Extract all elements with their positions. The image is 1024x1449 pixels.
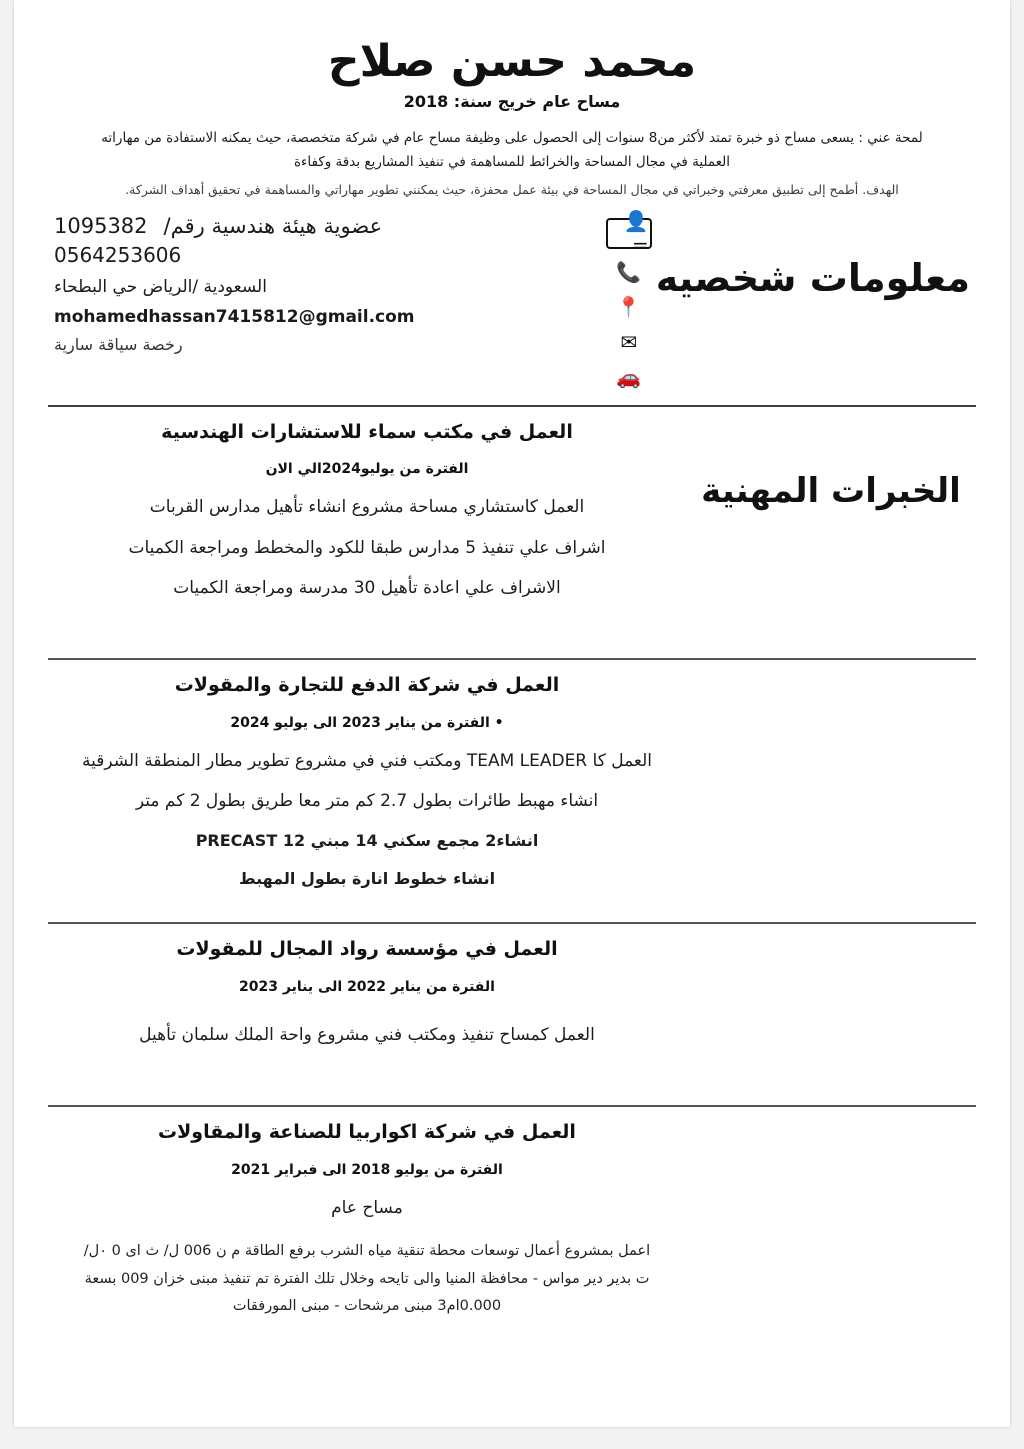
- experience-details-3: [48, 936, 686, 1085]
- resume-sheet: [14, 0, 1010, 1427]
- experience-details-1: [48, 419, 686, 638]
- job-line: العمل كاستشاري مساحة مشروع انشاء تأهيل مدارس القربات: [149, 497, 585, 518]
- personal-info-values: [48, 214, 602, 358]
- location-text: السعودية /الرياض حي البطحاء: [54, 276, 267, 297]
- job-role: مساح عام: [331, 1197, 403, 1218]
- job-title: العمل في شركة اكواربيا للصناعة والمقاولات: [158, 1121, 576, 1144]
- experience-details-4: [48, 1119, 686, 1321]
- job-title: العمل في مكتب سماء للاستشارات الهندسية: [161, 420, 573, 443]
- experience-side-spacer-2: [686, 672, 976, 902]
- personal-icon-column: [602, 209, 656, 389]
- job-line: الاشراف علي اعادة تأهيل 30 مدرسة ومراجعة الكميات: [173, 578, 561, 599]
- job-period: الفترة من يناير 2022 الى يناير 2023: [239, 978, 495, 995]
- job-paragraph: اعمل بمشروع أعمال توسعات محطة تنقية مياه الشرب برفع الطاقة م ن 006 ل/ ث اى 0 ٠ل/ ت بدير دير مواس - محافظة المنيا والى تايحه وخلال تلك الفترة تم تنفيذ مبنى خزان 009 بسعة 0.000ام3 مبنى مرشحات - مبنى المورفقات: [83, 1243, 651, 1315]
- personal-info-section: [48, 209, 976, 399]
- experience-section-label: [686, 419, 976, 638]
- phone-number: 0564253606: [54, 242, 182, 267]
- job-period: الفترة من يوليو2024الي الان: [265, 461, 469, 478]
- job-line: العمل كمساح تنفيذ ومكتب فني مشروع واحة الملك سلمان تأهيل: [139, 1024, 595, 1045]
- job-line-bold: انشاء خطوط انارة بطول المهبط: [238, 868, 496, 888]
- job-line: انشاء مهبط طائرات بطول 2.7 كم متر معا طريق بطول 2 كم متر: [135, 791, 599, 812]
- driving-license-text: رخصة سياقة سارية: [54, 334, 183, 354]
- experience-details-2: [48, 672, 686, 902]
- resume-content: [14, 0, 1010, 1335]
- candidate-name: محمد حسن صلاح: [327, 36, 697, 87]
- goal-block: [108, 179, 916, 200]
- goal-text: أطمح إلى تطبيق معرفتي وخبراتي في مجال المساحة في بيئة عمل محفزة، حيث يمكنني تطوير مهاراتي والمساهمة في تحقيق أهداف الشركة.: [125, 181, 859, 197]
- job-line: العمل كا TEAM LEADER ومكتب فني في مشروع تطوير مطار المنطقة الشرقية: [81, 750, 653, 771]
- experience-block-1: [48, 407, 976, 652]
- email-address[interactable]: mohamedhassan7415812@gmail.com: [54, 306, 415, 327]
- experience-side-spacer-3: [686, 936, 976, 1085]
- car-icon: 🚗: [616, 364, 642, 389]
- job-line: اشراف علي تنفيذ 5 مدارس طبقا للكود والمخطط ومراجعة الكميات: [128, 537, 606, 558]
- job-title: العمل في مؤسسة رواد المجال للمقولات: [176, 938, 558, 961]
- membership-number: 1095382: [54, 213, 148, 238]
- experience-title-text: الخبرات المهنية: [701, 470, 961, 511]
- personal-info-title: معلومات شخصيه: [655, 255, 970, 300]
- job-line-bold: انشاء2 مجمع سكني 14 مبني 12 PRECAST: [195, 830, 539, 850]
- envelope-icon: ✉: [620, 329, 638, 354]
- job-period: • الفترة من يناير 2023 الى يوليو 2024: [230, 714, 504, 731]
- summary-text: لمحة عني : يسعى مساح ذو خبرة تمتد لأكثر من8 سنوات إلى الحصول على وظيفة مساح عام في شركة متخصصة، حيث يمكنه الاستفادة من مهاراته العملية في مجال المساحة والخرائط للمساهمة في تنفيذ المشاريع بدقة وكفاءة: [101, 130, 923, 171]
- goal-label: الهدف.: [862, 181, 899, 197]
- membership-row: [54, 214, 602, 238]
- experience-block-2: [48, 660, 976, 916]
- job-title: العمل في شركة الدفع للتجارة والمقولات: [174, 674, 560, 697]
- experience-side-spacer-4: [686, 1119, 976, 1321]
- experience-block-4: [48, 1107, 976, 1335]
- phone-icon: 📞: [616, 259, 642, 284]
- job-period: الفترة من يوليو 2018 الى فبراير 2021: [231, 1161, 503, 1178]
- location-pin-icon: 📍: [616, 294, 642, 319]
- experience-block-3: [48, 924, 976, 1099]
- candidate-subtitle: مساح عام خريج سنة: 2018: [403, 92, 621, 112]
- membership-label: عضوية هيئة هندسية رقم/: [163, 213, 383, 238]
- id-badge-icon: 👤=: [606, 218, 652, 249]
